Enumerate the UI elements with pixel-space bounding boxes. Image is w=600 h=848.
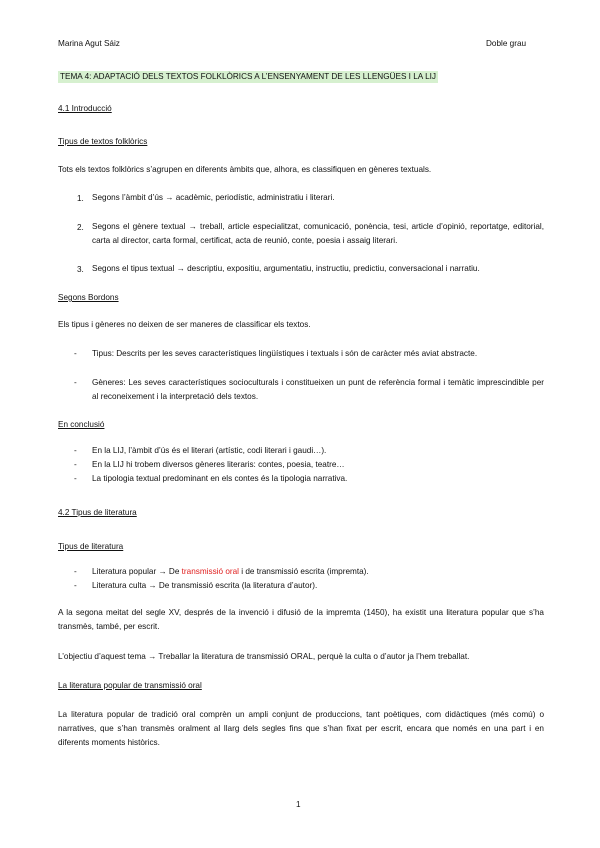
section-heading-4-2: 4.2 Tipus de literatura — [58, 508, 137, 517]
list-item: Segons l’àmbit d’ús → acadèmic, periodístic, administratiu i literari. — [92, 193, 335, 202]
header-course: Doble grau — [486, 39, 527, 48]
paragraph-objectiu: L’objectiu d’aquest tema → Treballar la literatura de transmissió ORAL, perquè la culta o d’autor ja l’hem treballat. — [58, 652, 470, 661]
subheading-textos-folklorics: Tipus de textos folklòrics — [58, 137, 148, 146]
list-item: Segons el tipus textual → descriptiu, expositiu, argumentatiu, instructiu, predictiu, conversacional i narratiu. — [92, 264, 480, 273]
list-item — [92, 565, 544, 579]
bullet-dash: - — [74, 460, 77, 469]
intro-paragraph: Tots els textos folklòrics s’agrupen en diferents àmbits que, alhora, es classifiquen en gèneres textuals. — [58, 165, 432, 174]
list-item-text: Literatura popular → De — [92, 567, 182, 576]
list-item: Gèneres: Les seves característiques socioculturals i constitueixen un punt de referència formal i temàtic imprescindible per al reconeixement i la interpretació dels textos. — [92, 378, 544, 401]
paragraph-literatura-oral: La literatura popular de tradició oral comprèn un ampli conjunt de produccions, tant poètiques, com didàctiques (més comú) o narratives, que s’han transmès oralment al llarg dels segles fins que s’han fixat per escrit, encara que només en una part i en diferents moments històrics. — [58, 710, 544, 747]
subheading-tipus-literatura: Tipus de literatura — [58, 542, 124, 551]
subheading-en-conclusio: En conclusió — [58, 420, 105, 429]
bullet-dash: - — [74, 378, 77, 387]
subheading-literatura-oral: La literatura popular de transmissió oral — [58, 681, 202, 690]
header-author: Marina Agut Sáiz — [58, 39, 120, 48]
bullet-dash: - — [74, 474, 77, 483]
list-item-text: i de transmissió escrita (impremta). — [239, 567, 369, 576]
bordons-intro: Els tipus i gèneres no deixen de ser maneres de classificar els textos. — [58, 320, 311, 329]
paragraph-segle-xv: A la segona meitat del segle XV, després de la invenció i difusió de la impremta (1450), ha existit una literatura popular que s’ha transmès, també, per escrit. — [58, 608, 544, 631]
list-number: 3. — [77, 265, 84, 274]
bullet-dash: - — [74, 349, 77, 358]
bullet-dash: - — [74, 581, 77, 590]
list-number: 2. — [77, 223, 84, 232]
list-item: En la LIJ, l’àmbit d’ús és el literari (artístic, codi literari i gaudi…). — [92, 446, 327, 455]
list-number: 1. — [77, 194, 84, 203]
bullet-dash: - — [74, 446, 77, 455]
subheading-segons-bordons: Segons Bordons — [58, 293, 119, 302]
list-item: Segons el gènere textual → treball, article especialitzat, comunicació, ponència, tesi, article d’opinió, reportatge, editorial, carta al director, carta formal, certificat, acta de reunió, conte, poesia i assaig literari. — [92, 222, 544, 245]
section-heading-4-1: 4.1 Introducció — [58, 104, 112, 113]
page-number: 1 — [296, 800, 301, 809]
list-item: Tipus: Descrits per les seves característiques lingüístiques i textuals i són de caràcter més aviat abstracte. — [92, 349, 478, 358]
highlight-red-text: transmissió oral — [181, 567, 239, 576]
list-item: Literatura culta → De transmissió escrita (la literatura d’autor). — [92, 581, 318, 590]
bullet-dash: - — [74, 567, 77, 576]
list-item: En la LIJ hi trobem diversos gèneres literaris: contes, poesia, teatre… — [92, 460, 345, 469]
list-item: La tipologia textual predominant en els contes és la tipologia narrativa. — [92, 474, 348, 483]
document-title: TEMA 4: ADAPTACIÓ DELS TEXTOS FOLKLÒRICS A L’ENSENYAMENT DE LES LLENGÜES I LA LIJ — [60, 72, 436, 81]
